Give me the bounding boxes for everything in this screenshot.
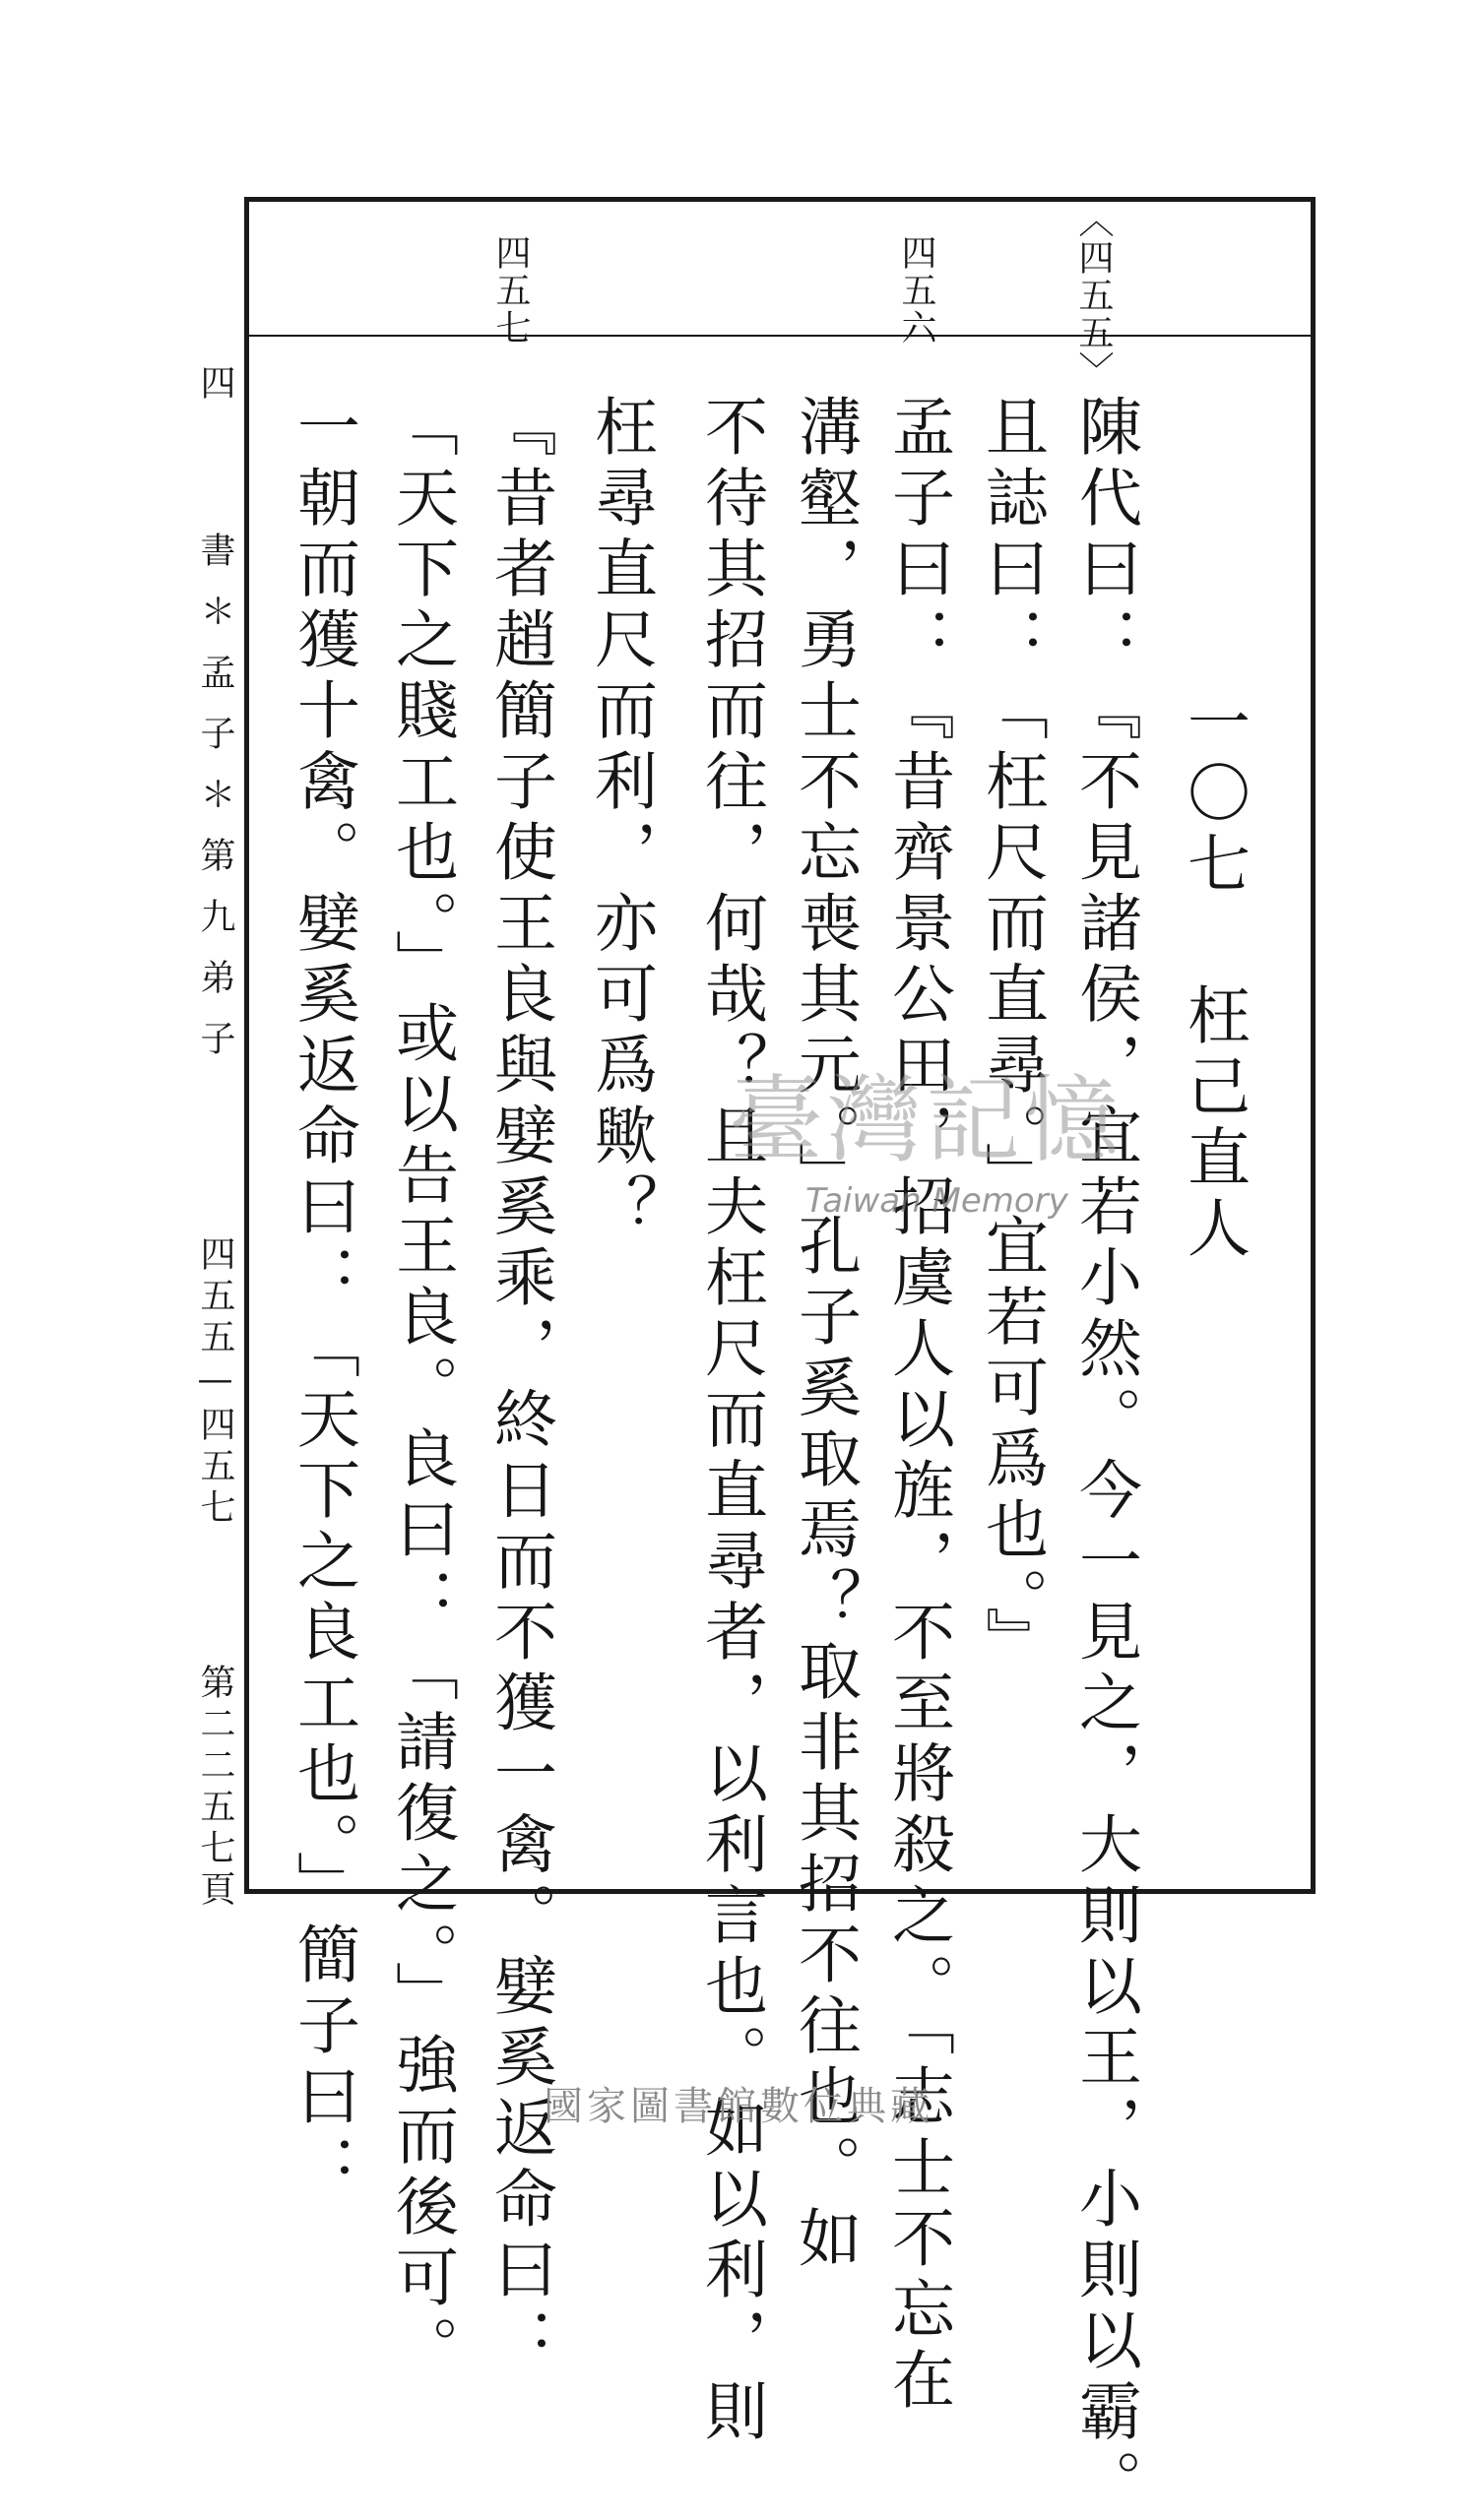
watermark-logo-en: Taiwan Memory — [805, 1181, 1068, 1221]
text-column-6: 枉尋直尺而利，亦可爲歟？ — [584, 394, 657, 1244]
watermark-logo: 臺灣記憶 — [729, 1065, 1123, 1175]
note-number-457: 四五七 — [490, 234, 531, 346]
text-column-8: 「天下之賤工也。」或以告王良。良曰：「請復之。」強而後可。 — [385, 394, 458, 2386]
text-column-3: 孟子曰：『昔齊景公田，招虞人以旌，不至將殺之。「志士不忘在 — [881, 394, 954, 2418]
margin-book-title: 書＊孟子＊第九弟子 — [195, 532, 235, 1081]
margin-page-number: 第二二五七頁 — [195, 1664, 235, 1912]
text-column-5: 不待其招而往，何哉？且夫枉尺而直尋者，以利言也。如以利，則 — [694, 394, 767, 2449]
margin-page-range: 四五五—四五七 — [195, 1235, 235, 1530]
text-column-7: 『昔者趙簡子使王良與嬖奚乘，終日而不獲一禽。嬖奚返命曰： — [483, 394, 556, 2378]
header-divider — [244, 335, 1316, 337]
text-column-2: 且誌曰：「枉尺而直尋。」宜若可爲也。』 — [975, 394, 1048, 1677]
section-title: 一〇七 枉己直人 — [1177, 689, 1250, 1266]
text-column-9: 一朝而獲十禽。嬖奚返命曰：「天下之良工也。」簡子曰： — [287, 394, 359, 2205]
note-number-455: 〈四五五〉 — [1073, 202, 1114, 389]
text-column-1: 陳代曰：『不見諸侯，宜若小然。今一見之，大則以王，小則以霸。 — [1068, 394, 1141, 2520]
note-number-456: 四五六 — [896, 234, 936, 346]
margin-top-char: 四 — [195, 364, 235, 417]
footer-caption: 國家圖書館數位典藏 — [544, 2084, 933, 2129]
text-column-4: 溝壑，勇士不忘喪其元。」孔子奚取焉？取非其招不往也。如 — [788, 394, 861, 2276]
